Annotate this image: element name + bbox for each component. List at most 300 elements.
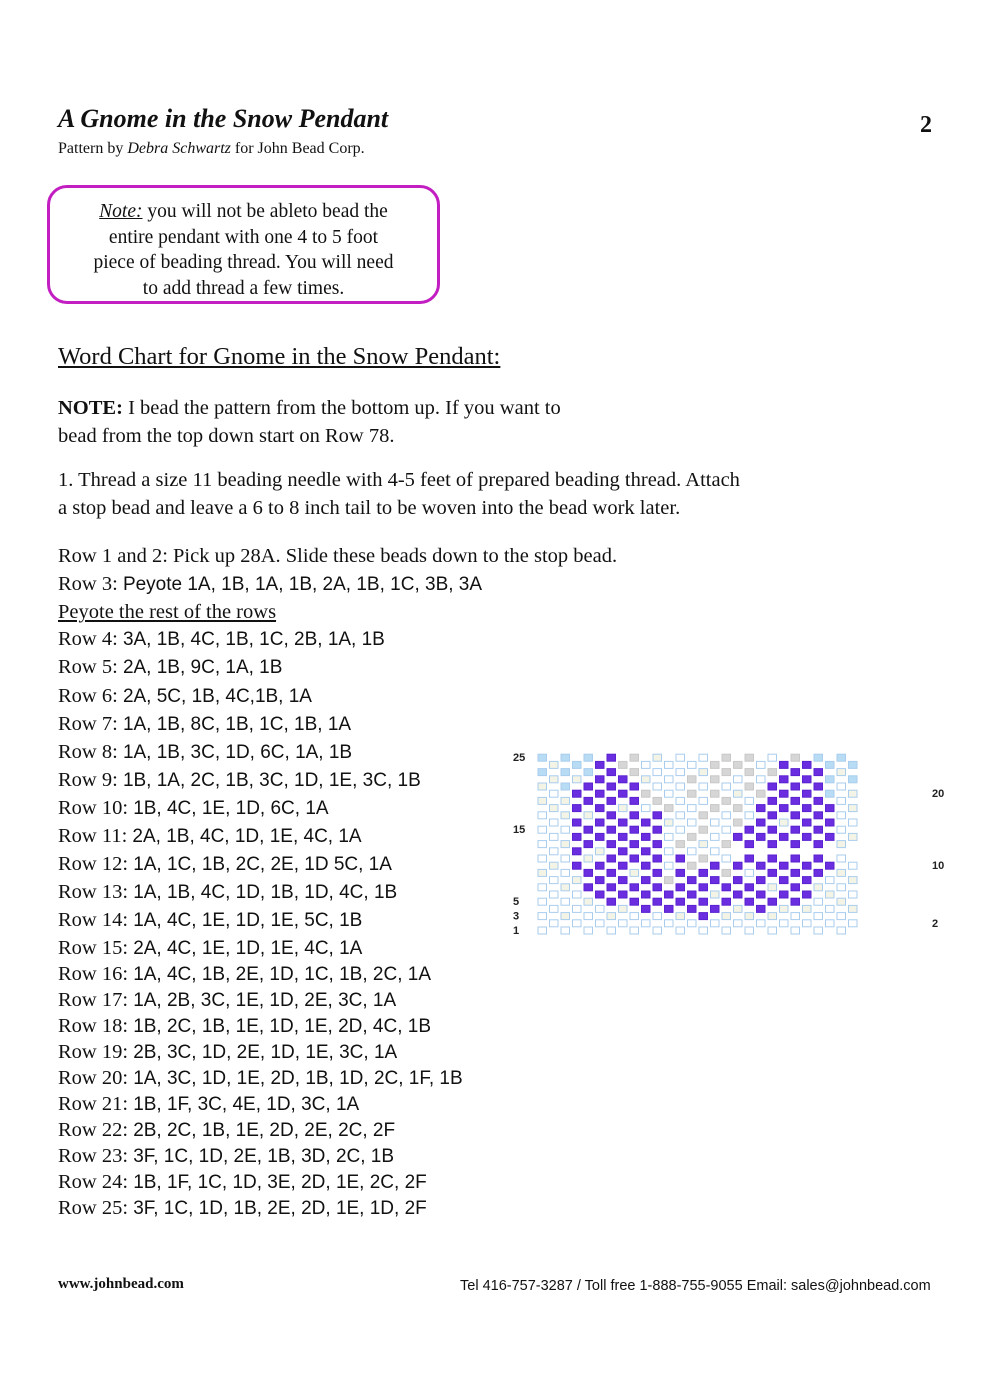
bead <box>757 790 766 797</box>
bead <box>584 927 593 934</box>
bead <box>711 790 720 797</box>
bead <box>676 927 685 934</box>
row-value: 2A, 1B, 9C, 1A, 1B <box>122 657 283 678</box>
bead <box>619 862 628 869</box>
bead <box>699 812 708 819</box>
byline <box>58 140 365 158</box>
bead <box>722 797 731 804</box>
row-label: Row 13: <box>58 881 134 903</box>
bead <box>630 812 639 819</box>
bead <box>734 790 743 797</box>
bead <box>814 826 823 833</box>
bead <box>745 783 754 790</box>
bead <box>584 797 593 804</box>
bead <box>745 754 754 761</box>
bead <box>837 783 846 790</box>
bead <box>619 920 628 927</box>
row-value: 1B, 1F, 3C, 4E, 1D, 3C, 1A <box>133 1094 360 1115</box>
bead <box>607 869 616 876</box>
bead <box>619 891 628 898</box>
bead <box>584 869 593 876</box>
bead <box>699 754 708 761</box>
bead <box>849 905 858 912</box>
bead <box>653 898 662 905</box>
bead <box>630 783 639 790</box>
bead <box>699 884 708 891</box>
bead <box>849 805 858 812</box>
bead <box>803 761 812 768</box>
bead <box>803 776 812 783</box>
bead <box>791 869 800 876</box>
byline-prefix: Pattern by <box>58 140 128 157</box>
bead <box>688 891 697 898</box>
bead <box>688 920 697 927</box>
bead <box>676 797 685 804</box>
document-title: A Gnome in the Snow Pendant <box>58 104 389 133</box>
bead <box>665 819 674 826</box>
row-label: Row 15: <box>58 937 134 959</box>
bead <box>596 819 605 826</box>
row-value: 1A, 4C, 1E, 1D, 1E, 5C, 1B <box>133 910 363 931</box>
bead <box>642 805 651 812</box>
bead <box>745 769 754 776</box>
row-label: Row 22: <box>58 1119 134 1141</box>
chart-row-label: 25 <box>513 752 526 765</box>
bead <box>607 855 616 862</box>
bead <box>550 790 559 797</box>
bead <box>814 797 823 804</box>
chart-row-label: 15 <box>513 824 526 837</box>
bead <box>630 754 639 761</box>
bead <box>849 920 858 927</box>
row-value: 2A, 4C, 1E, 1D, 1E, 4C, 1A <box>133 938 363 959</box>
bead <box>768 841 777 848</box>
bead <box>711 891 720 898</box>
row-instruction <box>58 1169 427 1196</box>
bead <box>837 769 846 776</box>
bead <box>619 905 628 912</box>
bead <box>780 877 789 884</box>
bead <box>768 812 777 819</box>
bead <box>757 920 766 927</box>
bead <box>584 812 593 819</box>
row-label: Row 16: <box>58 963 134 985</box>
bead <box>607 898 616 905</box>
bead <box>584 913 593 920</box>
bead <box>803 833 812 840</box>
row-value: 1A, 1C, 1B, 2C, 2E, 1D 5C, 1A <box>133 854 392 875</box>
bead <box>584 841 593 848</box>
bead <box>734 819 743 826</box>
bead <box>538 884 547 891</box>
bead <box>803 877 812 884</box>
bead <box>826 776 835 783</box>
bead <box>561 754 570 761</box>
bead <box>826 819 835 826</box>
bead <box>826 862 835 869</box>
row-value: 1B, 1F, 1C, 1D, 3E, 2D, 1E, 2C, 2F <box>133 1172 427 1193</box>
bead <box>607 797 616 804</box>
bead <box>791 841 800 848</box>
bead <box>630 826 639 833</box>
row-value: 1A, 1B, 8C, 1B, 1C, 1B, 1A <box>122 714 352 735</box>
row-value: 3F, 1C, 1D, 1B, 2E, 2D, 1E, 1D, 2F <box>133 1198 427 1219</box>
bead <box>837 913 846 920</box>
bead <box>734 761 743 768</box>
bead <box>803 920 812 927</box>
bead <box>607 812 616 819</box>
bead <box>826 877 835 884</box>
bead <box>791 797 800 804</box>
bead <box>607 826 616 833</box>
bead <box>711 848 720 855</box>
bead <box>665 776 674 783</box>
bead <box>630 927 639 934</box>
bead <box>826 761 835 768</box>
bead <box>642 790 651 797</box>
bead <box>630 898 639 905</box>
bead <box>837 884 846 891</box>
row-label: Row 17: <box>58 989 134 1011</box>
bead <box>630 869 639 876</box>
bead <box>538 841 547 848</box>
bead <box>688 905 697 912</box>
note-box <box>47 185 440 304</box>
bead <box>734 920 743 927</box>
bead <box>722 754 731 761</box>
bead <box>642 776 651 783</box>
bead <box>837 898 846 905</box>
bead <box>573 862 582 869</box>
note-paragraph: NOTE: I bead the pattern from the bottom up. If you want to bead from the top down start on Row 78. <box>58 397 561 447</box>
row-value: 1A, 2B, 3C, 1E, 1D, 2E, 3C, 1A <box>133 990 397 1011</box>
bead <box>757 877 766 884</box>
bead <box>757 905 766 912</box>
bead <box>550 862 559 869</box>
bead <box>550 761 559 768</box>
bead <box>561 841 570 848</box>
bead <box>814 927 823 934</box>
bead <box>699 855 708 862</box>
bead <box>665 877 674 884</box>
bead <box>826 905 835 912</box>
bead <box>791 913 800 920</box>
bead <box>814 754 823 761</box>
bead <box>550 819 559 826</box>
bead <box>676 754 685 761</box>
bead <box>596 776 605 783</box>
bead <box>814 812 823 819</box>
bead <box>642 833 651 840</box>
row-instruction <box>58 851 392 878</box>
bead <box>814 884 823 891</box>
row-label: Row 7: <box>58 713 123 735</box>
peyote-note: Peyote the rest of the rows <box>58 601 277 623</box>
bead <box>803 905 812 912</box>
chart-row-label: 5 <box>513 896 520 909</box>
bead <box>619 776 628 783</box>
byline-suffix: for John Bead Corp. <box>230 140 365 157</box>
bead <box>780 862 789 869</box>
bead <box>849 877 858 884</box>
chart-row-label: 1 <box>513 925 520 935</box>
bead <box>722 769 731 776</box>
note-label: Note: <box>99 201 143 222</box>
bead <box>538 797 547 804</box>
bead <box>665 862 674 869</box>
row-value: 2A, 5C, 1B, 4C,1B, 1A <box>122 686 312 707</box>
bead <box>561 855 570 862</box>
page-number: 2 <box>920 112 932 138</box>
section-heading: Word Chart for Gnome in the Snow Pendant: <box>58 343 501 370</box>
row-instruction <box>58 879 397 906</box>
bead <box>849 833 858 840</box>
bead <box>550 877 559 884</box>
bead <box>826 805 835 812</box>
note-bold: NOTE: <box>58 397 123 419</box>
bead <box>837 826 846 833</box>
bead <box>584 783 593 790</box>
bead <box>619 848 628 855</box>
bead <box>791 898 800 905</box>
bead <box>757 891 766 898</box>
bead <box>780 805 789 812</box>
bead <box>538 927 547 934</box>
bead <box>780 833 789 840</box>
chart-row-label: 20 <box>932 788 945 801</box>
bead <box>676 783 685 790</box>
bead <box>734 833 743 840</box>
bead <box>619 877 628 884</box>
bead <box>699 841 708 848</box>
row-value: 3F, 1C, 1D, 2E, 1B, 3D, 2C, 1B <box>133 1146 395 1167</box>
row-label: Row 9: <box>58 769 123 791</box>
bead <box>550 920 559 927</box>
bead <box>573 790 582 797</box>
bead <box>791 855 800 862</box>
bead <box>665 920 674 927</box>
bead <box>561 898 570 905</box>
bead <box>780 891 789 898</box>
bead <box>619 833 628 840</box>
bead <box>573 805 582 812</box>
bead <box>538 783 547 790</box>
row-value: 1A, 1B, 3C, 1D, 6C, 1A, 1B <box>122 742 353 763</box>
row-instruction <box>58 626 385 653</box>
bead <box>561 783 570 790</box>
bead <box>561 913 570 920</box>
row-instruction <box>58 795 329 822</box>
row-label: Row 21: <box>58 1093 134 1115</box>
row-instruction <box>58 823 362 850</box>
bead <box>722 855 731 862</box>
bead <box>596 877 605 884</box>
bead <box>688 776 697 783</box>
bead <box>745 855 754 862</box>
bead <box>768 913 777 920</box>
bead <box>665 790 674 797</box>
bead <box>780 776 789 783</box>
bead <box>676 841 685 848</box>
bead <box>607 754 616 761</box>
bead <box>768 797 777 804</box>
step-1-paragraph: 1. Thread a size 11 beading needle with 4-5 feet of prepared beading thread. Attach a stop bead and leave a 6 to 8 inch tail to be woven into the bead work later. <box>58 469 740 519</box>
bead <box>734 891 743 898</box>
row-instruction <box>58 1117 395 1144</box>
row-value: 2B, 2C, 1B, 1E, 2D, 2E, 2C, 2F <box>133 1120 396 1141</box>
bead <box>653 754 662 761</box>
bead <box>699 869 708 876</box>
bead <box>538 826 547 833</box>
bead <box>849 790 858 797</box>
bead <box>561 769 570 776</box>
note-line-2: entire pendant with one 4 to 5 foot <box>108 226 379 248</box>
bead <box>837 754 846 761</box>
row-value: 1A, 4C, 1B, 2E, 1D, 1C, 1B, 2C, 1A <box>133 964 431 985</box>
bead <box>596 790 605 797</box>
bead <box>561 797 570 804</box>
bead <box>676 826 685 833</box>
row-3: Row 3: Peyote 1A, 1B, 1A, 1B, 2A, 1B, 1C, 3B, 3A <box>58 573 483 595</box>
bead <box>550 905 559 912</box>
row-value: 2A, 1B, 4C, 1D, 1E, 4C, 1A <box>132 826 362 847</box>
bead <box>653 769 662 776</box>
row-instruction <box>58 987 396 1014</box>
bead <box>768 769 777 776</box>
row-value: 3A, 1B, 4C, 1B, 1C, 2B, 1A, 1B <box>122 629 385 650</box>
bead <box>791 812 800 819</box>
bead <box>722 812 731 819</box>
bead <box>688 833 697 840</box>
row-instruction <box>58 711 351 738</box>
bead <box>768 783 777 790</box>
bead <box>803 790 812 797</box>
row-label: Row 12: <box>58 853 134 875</box>
row-instruction <box>58 739 352 766</box>
bead <box>791 884 800 891</box>
bead <box>826 833 835 840</box>
row-label: Row 19: <box>58 1041 134 1063</box>
bead <box>734 805 743 812</box>
bead <box>630 769 639 776</box>
bead <box>791 754 800 761</box>
row-instruction <box>58 654 282 681</box>
rows-intro: Row 1 and 2: Pick up 28A. Slide these beads down to the stop bead. <box>58 545 618 567</box>
bead <box>538 812 547 819</box>
bead <box>780 819 789 826</box>
bead <box>596 920 605 927</box>
bead <box>561 927 570 934</box>
bead <box>642 848 651 855</box>
row-instruction <box>58 935 362 962</box>
row-instruction <box>58 1013 431 1040</box>
bead <box>711 805 720 812</box>
bead <box>688 877 697 884</box>
bead <box>768 826 777 833</box>
bead <box>699 927 708 934</box>
bead <box>837 797 846 804</box>
bead <box>734 877 743 884</box>
bead <box>699 769 708 776</box>
bead <box>642 862 651 869</box>
row-label: Row 10: <box>58 797 134 819</box>
bead <box>826 920 835 927</box>
bead <box>596 761 605 768</box>
row-instruction <box>58 1195 427 1222</box>
bead <box>596 905 605 912</box>
chart-row-label: 2 <box>932 917 939 930</box>
bead <box>665 805 674 812</box>
bead <box>837 841 846 848</box>
bead <box>561 826 570 833</box>
bead <box>642 761 651 768</box>
byline-author: Debra Schwartz <box>127 140 231 157</box>
row-value: 2B, 3C, 1D, 2E, 1D, 1E, 3C, 1A <box>133 1042 398 1063</box>
bead <box>653 783 662 790</box>
bead <box>768 869 777 876</box>
row-label: Row 8: <box>58 741 123 763</box>
bead <box>653 869 662 876</box>
bead <box>653 927 662 934</box>
bead <box>814 783 823 790</box>
bead <box>596 805 605 812</box>
chart-row-label: 10 <box>932 860 945 873</box>
bead <box>757 776 766 783</box>
row-value: 1A, 1B, 4C, 1D, 1B, 1D, 4C, 1B <box>133 882 398 903</box>
bead <box>711 819 720 826</box>
bead <box>757 805 766 812</box>
bead <box>780 920 789 927</box>
bead <box>665 905 674 912</box>
bead <box>607 913 616 920</box>
bead <box>630 855 639 862</box>
bead <box>573 833 582 840</box>
bead <box>538 754 547 761</box>
bead <box>630 913 639 920</box>
bead <box>653 826 662 833</box>
bead <box>780 761 789 768</box>
bead <box>814 841 823 848</box>
bead <box>849 891 858 898</box>
bead <box>676 855 685 862</box>
bead <box>837 812 846 819</box>
bead <box>699 783 708 790</box>
bead <box>803 805 812 812</box>
bead <box>538 869 547 876</box>
bead <box>550 833 559 840</box>
bead <box>619 819 628 826</box>
bead <box>780 905 789 912</box>
bead <box>665 761 674 768</box>
bead <box>722 884 731 891</box>
bead <box>596 848 605 855</box>
bead <box>688 790 697 797</box>
bead <box>642 891 651 898</box>
bead <box>745 913 754 920</box>
bead <box>676 898 685 905</box>
bead <box>699 797 708 804</box>
bead <box>573 819 582 826</box>
bead <box>676 769 685 776</box>
bead <box>550 891 559 898</box>
row-value: 1B, 4C, 1E, 1D, 6C, 1A <box>133 798 329 819</box>
row-label: Row 20: <box>58 1067 134 1089</box>
bead <box>642 819 651 826</box>
bead <box>745 812 754 819</box>
bead <box>757 833 766 840</box>
bead <box>688 805 697 812</box>
row-instruction <box>58 767 421 794</box>
